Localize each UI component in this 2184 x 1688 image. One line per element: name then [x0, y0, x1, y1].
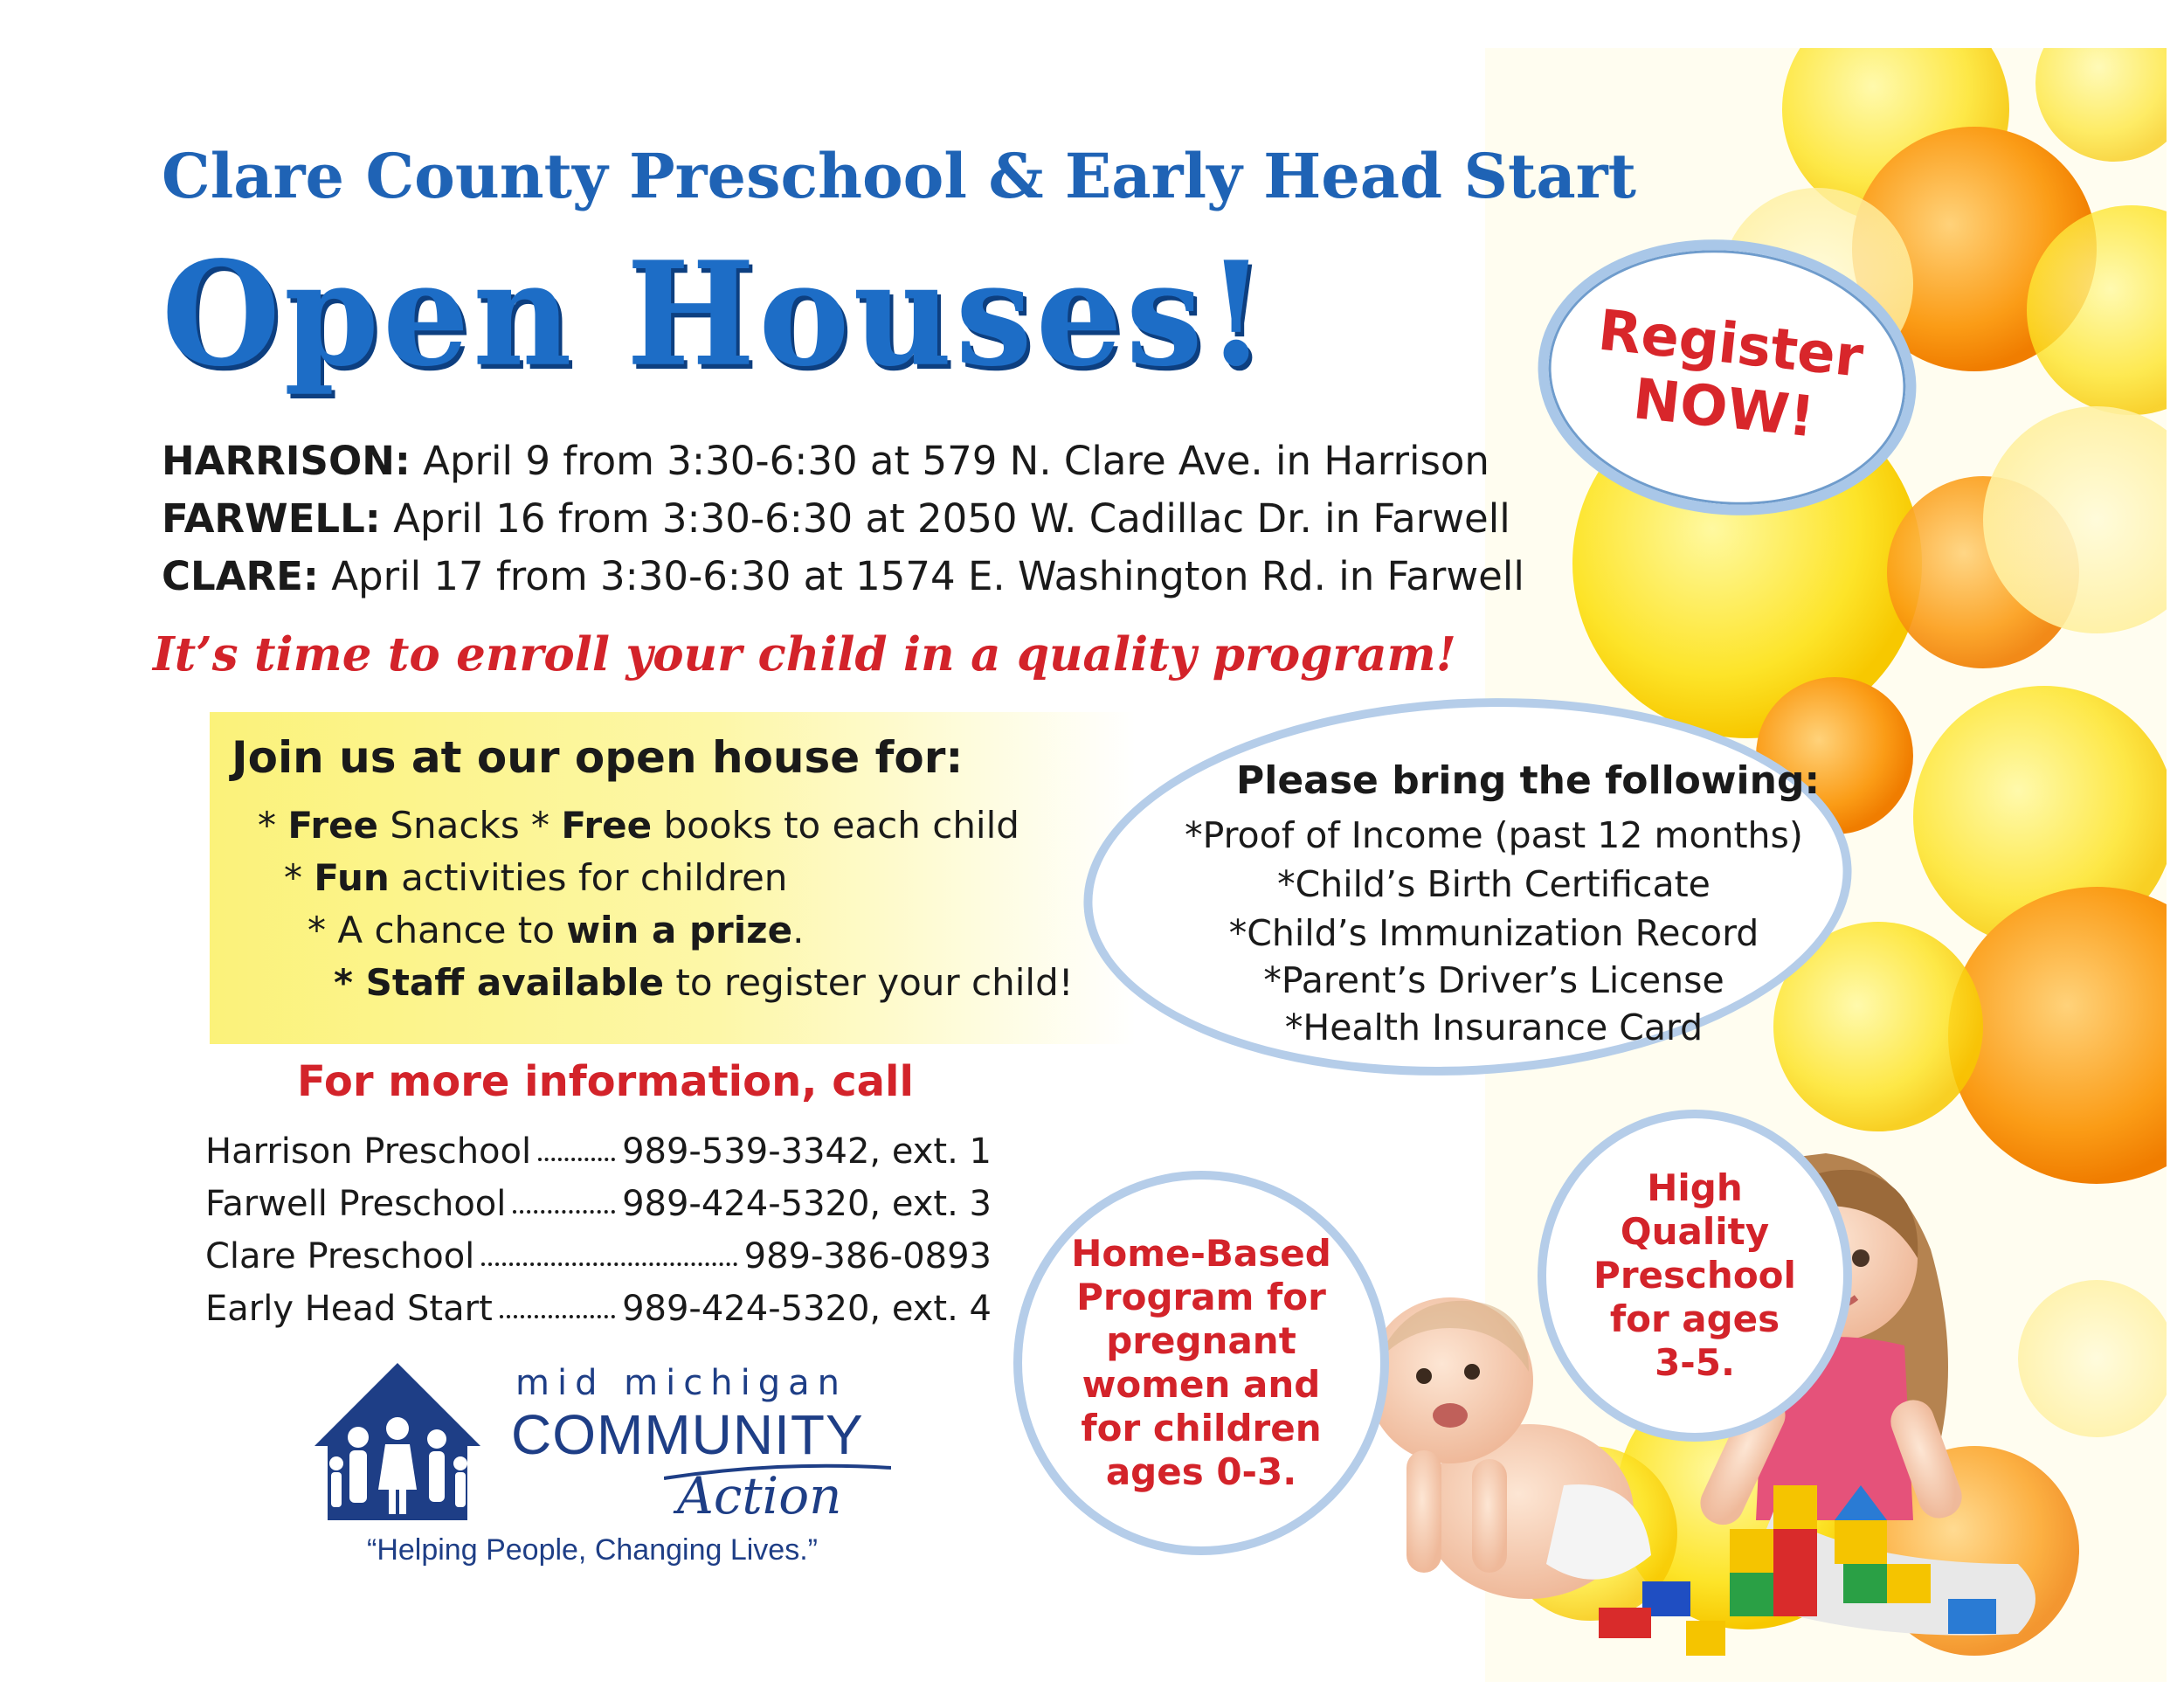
home-based-program-bubble — [1013, 1171, 1389, 1555]
contact-name: Early Head Start — [205, 1289, 493, 1329]
contact-row-early-head-start — [205, 1289, 992, 1329]
join-bold: Free — [287, 804, 379, 847]
join-text: to register your child! — [664, 961, 1074, 1004]
program-line: Home-Based — [1071, 1232, 1331, 1275]
schedule-details: April 16 from 3:30-6:30 at 2050 W. Cadillac Dr. in Farwell — [393, 495, 1510, 542]
bring-item-immunization: *Child’s Immunization Record — [1228, 912, 1759, 954]
join-line-staff — [334, 961, 1074, 1004]
high-quality-preschool-bubble — [1538, 1110, 1852, 1442]
join-bold: win a prize — [566, 909, 793, 951]
join-text: books to each child — [652, 804, 1019, 847]
leader-dots — [538, 1131, 615, 1161]
program-line: women and — [1082, 1363, 1321, 1406]
schedule-city: FARWELL: — [162, 495, 381, 542]
contact-number: 989-424-5320, ext. 4 — [622, 1289, 992, 1329]
contact-number: 989-424-5320, ext. 3 — [622, 1184, 992, 1224]
join-text: A chance to — [337, 909, 567, 951]
bring-item-insurance: *Health Insurance Card — [1284, 1007, 1704, 1048]
schedule-row-farwell — [162, 490, 1524, 548]
leader-dots — [513, 1184, 615, 1214]
badge-line-register: Register — [1594, 298, 1867, 391]
bring-item-birth-certificate: *Child’s Birth Certificate — [1277, 863, 1711, 905]
bring-item-license: *Parent’s Driver’s License — [1263, 959, 1724, 1001]
logo-text-action: Action — [677, 1466, 842, 1525]
program-line: pregnant — [1106, 1319, 1296, 1362]
join-bold: * Staff available — [334, 961, 665, 1004]
program-line: Program for — [1076, 1276, 1326, 1318]
program-line: ages 0-3. — [1105, 1450, 1297, 1493]
schedule-city: HARRISON: — [162, 438, 411, 484]
more-info-title: For more information, call — [297, 1057, 914, 1106]
contact-name: Harrison Preschool — [205, 1131, 532, 1172]
please-bring-title: Please bring the following: — [1236, 758, 1821, 803]
contact-number: 989-539-3342, ext. 1 — [622, 1131, 992, 1172]
community-action-house-logo-icon — [310, 1359, 485, 1525]
join-line-prize: * A chance to win a prize. — [308, 909, 805, 951]
logo-tagline: “Helping People, Changing Lives.” — [367, 1533, 818, 1567]
organization-title: Clare County Preschool & Early Head Start — [162, 140, 1636, 212]
contact-number: 989-386-0893 — [743, 1236, 992, 1276]
program-line: for children — [1081, 1407, 1322, 1449]
logo-text-community: COMMUNITY — [511, 1403, 864, 1466]
open-houses-headline: Open Houses! — [162, 230, 1270, 398]
program-line: High — [1647, 1166, 1743, 1209]
schedule-details: April 9 from 3:30-6:30 at 579 N. Clare Ave. in Harrison — [423, 438, 1489, 484]
leader-dots — [500, 1289, 615, 1318]
program-line: for ages — [1609, 1297, 1780, 1340]
logo-text-mid-michigan: mid michigan — [515, 1363, 847, 1403]
schedule-row-clare — [162, 548, 1524, 605]
program-line: 3-5. — [1655, 1341, 1735, 1384]
contact-name: Farwell Preschool — [205, 1184, 507, 1224]
join-bold: Fun — [314, 856, 390, 899]
open-house-schedule — [162, 432, 1524, 605]
contact-row-clare — [205, 1236, 992, 1276]
schedule-details: April 17 from 3:30-6:30 at 1574 E. Washington Rd. in Farwell — [331, 553, 1524, 599]
join-us-title: Join us at our open house for: — [232, 732, 964, 783]
join-text: . — [792, 909, 805, 951]
enroll-tagline: It’s time to enroll your child in a quality program! — [153, 627, 1456, 681]
join-text: activities for children — [389, 856, 788, 899]
bring-item-income: *Proof of Income (past 12 months) — [1185, 814, 1803, 856]
schedule-row-harrison — [162, 432, 1524, 490]
program-line: Quality — [1620, 1210, 1770, 1253]
schedule-city: CLARE: — [162, 553, 319, 599]
join-bold: Free — [561, 804, 653, 847]
contact-name: Clare Preschool — [205, 1236, 475, 1276]
leader-dots — [481, 1236, 736, 1266]
badge-line-now: NOW! — [1630, 367, 1818, 451]
join-text: Snacks * — [378, 804, 562, 847]
contact-row-farwell — [205, 1184, 992, 1224]
program-line: Preschool — [1593, 1254, 1796, 1297]
contact-row-harrison — [205, 1131, 992, 1172]
join-line-snacks-books: * Free Snacks * Free books to each child — [258, 804, 1019, 847]
join-line-activities: * Fun activities for children — [284, 856, 788, 899]
